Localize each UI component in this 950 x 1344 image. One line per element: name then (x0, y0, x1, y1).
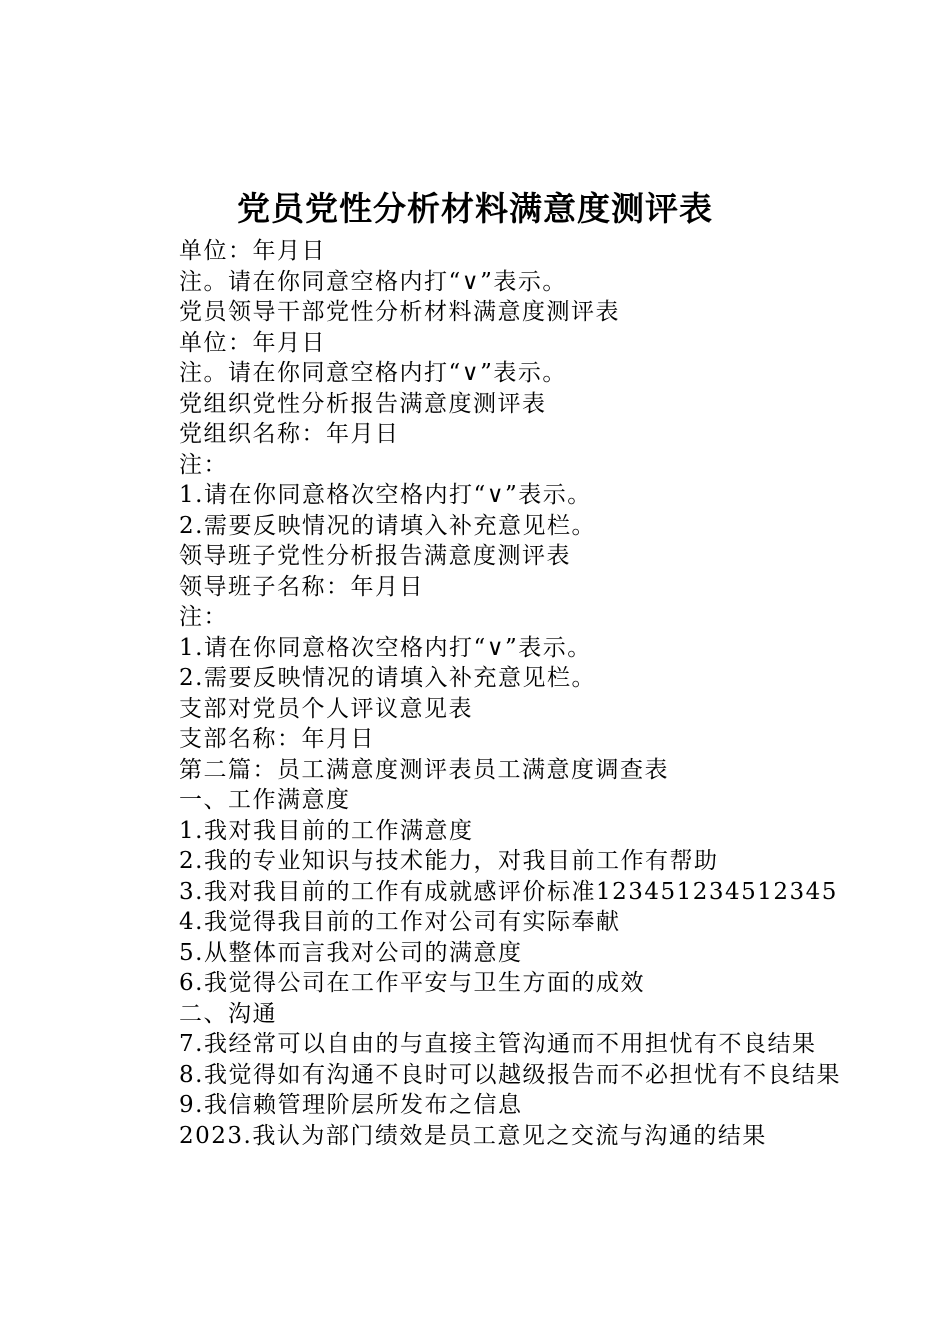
text-line: 1.请在你同意格次空格内打“∨”表示。 (179, 634, 592, 661)
text-line: 党组织党性分析报告满意度测评表 (179, 390, 547, 417)
text-line: 2.需要反映情况的请填入补充意见栏。 (179, 665, 596, 691)
text-line: 1.我对我目前的工作满意度 (179, 817, 474, 844)
text-line: 注。请在你同意空格内打“∨”表示。 (179, 360, 567, 386)
text-line: 注： (179, 604, 228, 630)
text-line: 注。请在你同意空格内打“∨”表示。 (179, 268, 567, 295)
text-line: 9.我信赖管理阶层所发布之信息 (179, 1092, 523, 1118)
text-line: 6.我觉得公司在工作平安与卫生方面的成效 (179, 970, 645, 996)
text-line: 支部名称：年月日 (179, 726, 375, 752)
text-line: 第二篇：员工满意度测评表员工满意度调查表 (179, 756, 669, 783)
text-line: 5.从整体而言我对公司的满意度 (179, 939, 523, 966)
text-line: 2.我的专业知识与技术能力，对我目前工作有帮助 (179, 848, 719, 874)
text-line: 二、沟通 (179, 1000, 277, 1027)
text-line: 党员领导干部党性分析材料满意度测评表 (179, 299, 620, 325)
text-line: 4.我觉得我目前的工作对公司有实际奉献 (179, 909, 621, 935)
text-line: 单位：年月日 (179, 329, 326, 356)
document-body (130, 236, 850, 1151)
text-line: 2023.我认为部门绩效是员工意见之交流与沟通的结果 (179, 1122, 767, 1149)
text-line: 单位：年月日 (179, 238, 326, 264)
text-line: 党组织名称：年月日 (179, 421, 400, 447)
text-line: 1.请在你同意格次空格内打“∨”表示。 (179, 482, 592, 508)
text-line: 7.我经常可以自由的与直接主管沟通而不用担忧有不良结果 (179, 1031, 817, 1057)
text-line: 领导班子党性分析报告满意度测评表 (179, 543, 571, 569)
text-line: 支部对党员个人评议意见表 (179, 695, 473, 722)
text-line: 注： (179, 451, 228, 478)
text-line: 8.我觉得如有沟通不良时可以越级报告而不必担忧有不良结果 (179, 1061, 841, 1088)
document-title: 党员党性分析材料满意度测评表 (237, 189, 713, 228)
text-line: 一、工作满意度 (179, 787, 351, 813)
text-line: 2.需要反映情况的请填入补充意见栏。 (179, 512, 596, 539)
text-line: 领导班子名称：年月日 (179, 573, 424, 600)
text-line: 3.我对我目前的工作有成就感评价标准123451234512345 (179, 878, 838, 905)
